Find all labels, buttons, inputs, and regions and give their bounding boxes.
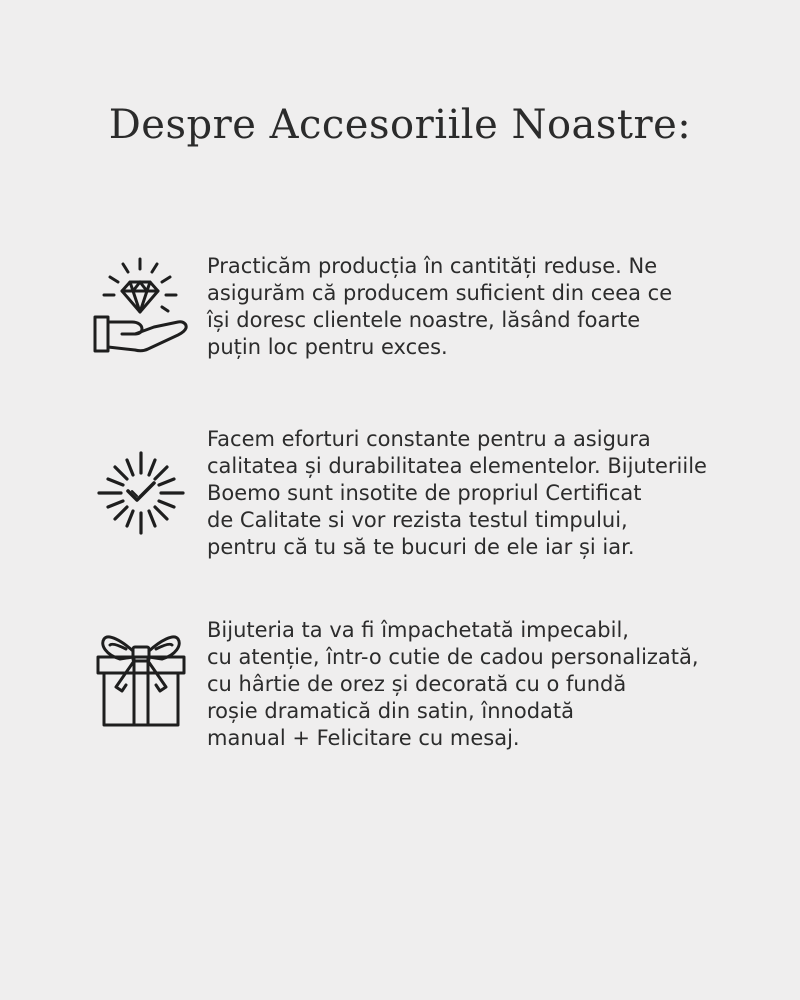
gift-box-icon xyxy=(88,625,194,731)
feature-text: Bijuteria ta va fi împachetată impecabil, cu atenție, într-o cutie de cadou personalizată, cu hârtie de orez și decorată cu o fundă roșie dramatică din satin, înnodată manual + Felicitare cu mesaj. xyxy=(207,618,699,750)
feature-text: Facem eforturi constante pentru a asigura calitatea și durabilitatea elementelor. Bijuteriile Boemo sunt insotite de propriul Certificat de Calitate si vor rezista testul timpului, pentru că tu să te bucuri de ele iar și iar. xyxy=(207,427,707,559)
feature-text: Practicăm producția în cantități reduse. Ne asigurăm că producem suficient din ceea ce își doresc clientele noastre, lăsând foarte puțin loc pentru exces. xyxy=(207,254,673,359)
diamond-hand-icon xyxy=(88,255,194,361)
quality-check-icon xyxy=(88,440,194,546)
page-title: Despre Accesoriile Noastre: xyxy=(108,102,692,148)
